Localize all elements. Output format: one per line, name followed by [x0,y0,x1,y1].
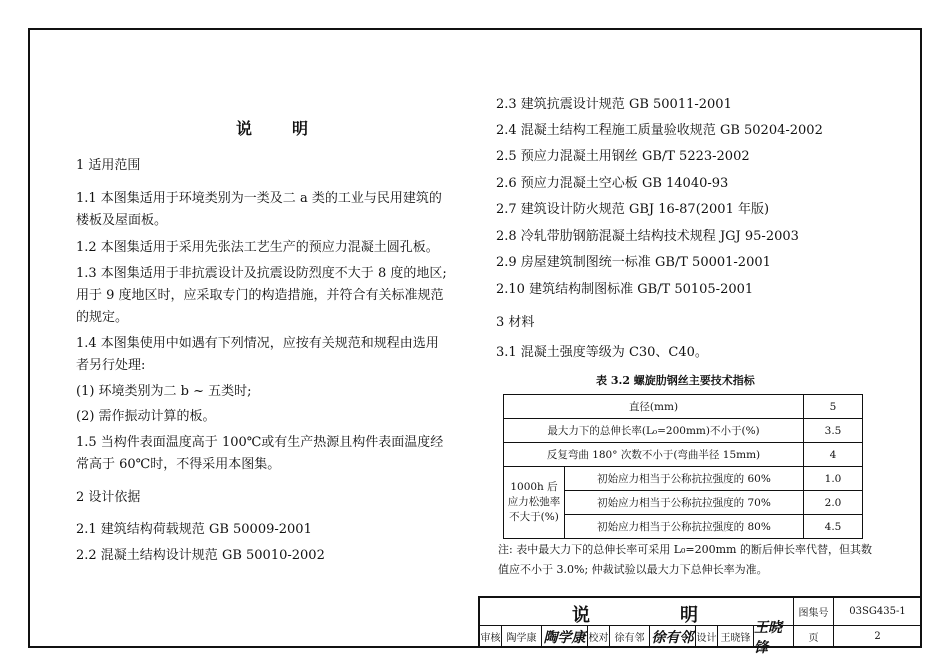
para-2-6: 2.6 预应力混凝土空心板 GB 14040-93 [496,176,729,191]
table-note: 注: 表中最大力下的总伸长率可采用 L₀=200mm 的断后伸长率代替，但其数值应不小于 3.0%; 仲裁试验以最大力下总伸长率为准。 [498,543,872,576]
design-label: 设计 [696,626,718,648]
table-cell: 直径(mm) [504,395,804,419]
para-2-10: 2.10 建筑结构制图标准 GB/T 50105-2001 [496,282,754,297]
table-cell: 反复弯曲 180° 次数不小于(弯曲半径 15mm) [504,443,804,467]
design-signature: 王晓锋 [754,626,794,648]
review-name: 陶学康 [502,626,542,648]
para-1-5: 1.5 当构件表面温度高于 100℃或有生产热源且构件表面温度经常高于 60℃时，不得采用本图集。 [76,435,444,472]
para-1-4-item-1: (1) 环境类别为二 b ~ 五类时; [76,384,252,399]
section-2-heading: 2 设计依据 [76,490,141,505]
table-cell: 5 [804,395,863,419]
para-2-2: 2.2 混凝土结构设计规范 GB 50010-2002 [76,548,325,563]
section-3-heading: 3 材料 [496,315,535,330]
table-cell: 初始应力相当于公称抗拉强度的 60% [565,467,804,491]
review-label: 审核 [480,626,502,648]
para-2-5: 2.5 预应力混凝土用钢丝 GB/T 5223-2002 [496,149,750,164]
para-2-9: 2.9 房屋建筑制图统一标准 GB/T 50001-2001 [496,255,771,270]
spec-table [503,394,863,539]
table-cell: 3.5 [804,419,863,443]
design-name: 王晓锋 [718,626,754,648]
para-1-2: 1.2 本图集适用于采用先张法工艺生产的预应力混凝土圆孔板。 [76,240,439,255]
page-label: 页 [794,626,834,648]
table-row [504,467,863,491]
table-cell-group-label: 1000h 后应力松弛率不大于(%) [504,467,565,539]
para-2-8: 2.8 冷轧带肋钢筋混凝土结构技术规程 JGJ 95-2003 [496,229,799,244]
table-caption: 表 3.2 螺旋肋钢丝主要技术指标 [596,374,755,387]
check-signature: 徐有邻 [650,626,696,648]
title-block-title [480,598,794,626]
page-title: 说 明 [236,119,321,138]
table-row [504,395,863,419]
title-block [478,596,922,656]
check-label: 校对 [588,626,610,648]
table-cell: 初始应力相当于公称抗拉强度的 70% [565,491,804,515]
table-row [504,443,863,467]
section-1-heading: 1 适用范围 [76,158,141,173]
para-1-4: 1.4 本图集使用中如遇有下列情况，应按有关规范和规程由选用者另行处理: [76,336,439,373]
page-number: 2 [834,626,922,648]
table-cell: 4 [804,443,863,467]
title-block-char-1: 说 [572,605,590,626]
review-signature: 陶学康 [542,626,588,648]
title-block-char-2: 明 [680,605,698,626]
para-2-7: 2.7 建筑设计防火规范 GBJ 16-87(2001 年版) [496,202,770,217]
atlas-number-label: 图集号 [794,598,834,626]
para-1-1: 1.1 本图集适用于环境类别为一类及二 a 类的工业与民用建筑的楼板及屋面板。 [76,191,442,228]
table-cell: 初始应力相当于公称抗拉强度的 80% [565,515,804,539]
para-2-1: 2.1 建筑结构荷载规范 GB 50009-2001 [76,522,312,537]
table-cell: 1.0 [804,467,863,491]
para-2-3: 2.3 建筑抗震设计规范 GB 50011-2001 [496,97,732,112]
para-1-3: 1.3 本图集适用于非抗震设计及抗震设防烈度不大于 8 度的地区;用于 9 度地区时，应采取专门的构造措施，并符合有关标准规范的规定。 [76,266,447,325]
table-row [504,419,863,443]
check-name: 徐有邻 [610,626,650,648]
para-2-4: 2.4 混凝土结构工程施工质量验收规范 GB 50204-2002 [496,123,823,138]
para-1-4-item-2: (2) 需作振动计算的板。 [76,409,216,424]
table-cell: 4.5 [804,515,863,539]
table-cell: 2.0 [804,491,863,515]
para-3-1: 3.1 混凝土强度等级为 C30、C40。 [496,345,708,360]
table-cell: 最大力下的总伸长率(L₀=200mm)不小于(%) [504,419,804,443]
atlas-number: 03SG435-1 [834,598,922,626]
